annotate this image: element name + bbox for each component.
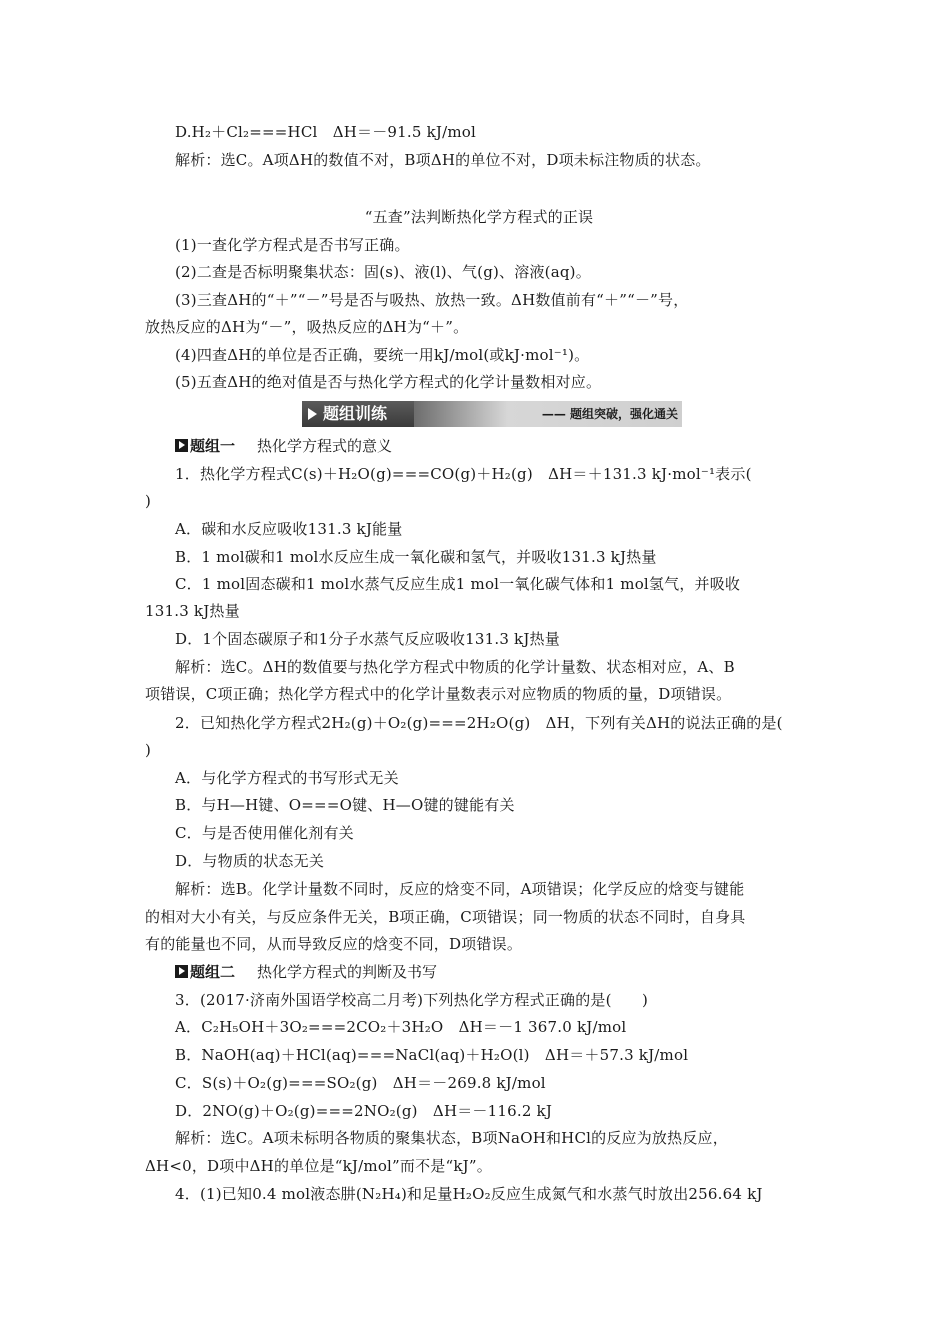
- group-marker-icon: [175, 965, 188, 978]
- banner-subtitle: —— 题组突破，强化通关: [414, 401, 682, 427]
- question-1-option-c: C．1 mol固态碳和1 mol水蒸气反应生成1 mol一氧化碳气体和1 mol氢气，并吸收: [175, 575, 741, 593]
- question-2-stem: 2．已知热化学方程式2H₂(g)＋O₂(g)===2H₂O(g) ΔH，下列有关ΔH的说法正确的是(: [175, 714, 783, 732]
- question-2-analysis-cont-1: 的相对大小有关，与反应条件无关，B项正确，C项错误；同一物质的状态不同时，自身具: [145, 908, 746, 926]
- question-3-option-d: D．2NO(g)＋O₂(g)===2NO₂(g) ΔH＝－116.2 kJ: [175, 1102, 553, 1120]
- question-4-stem: 4．(1)已知0.4 mol液态肼(N₂H₄)和足量H₂O₂反应生成氮气和水蒸气时放出256.64 kJ: [175, 1185, 763, 1203]
- question-1-option-a: A．碳和水反应吸收131.3 kJ能量: [175, 520, 403, 538]
- group1-tag: 题组一: [190, 437, 236, 455]
- banner-title-block: [302, 401, 414, 427]
- check-item-4: (4)四查ΔH的单位是否正确，要统一用kJ/mol(或kJ·mol⁻¹)。: [175, 346, 590, 364]
- question-1-option-c-cont: 131.3 kJ热量: [145, 602, 240, 620]
- question-3-option-c: C．S(s)＋O₂(g)===SO₂(g) ΔH＝－269.8 kJ/mol: [175, 1074, 546, 1092]
- question-2-option-b: B．与H—H键、O===O键、H—O键的键能有关: [175, 796, 515, 814]
- question-2-analysis: 解析：选B。化学计量数不同时，反应的焓变不同，A项错误；化学反应的焓变与键能: [175, 880, 745, 898]
- banner-title: 题组训练: [323, 404, 388, 423]
- group2-heading: [175, 962, 437, 982]
- question-2-option-c: C．与是否使用催化剂有关: [175, 824, 354, 842]
- group1-heading: [175, 436, 392, 456]
- practice-banner: [302, 401, 682, 427]
- question-2-analysis-cont-2: 有的能量也不同，从而导致反应的焓变不同，D项错误。: [145, 935, 523, 953]
- question-3-analysis: 解析：选C。A项未标明各物质的聚集状态，B项NaOH和HCl的反应为放热反应，: [175, 1129, 728, 1147]
- group2-title: 热化学方程式的判断及书写: [257, 963, 438, 981]
- question-2-stem-cont: ): [145, 741, 152, 759]
- section-heading: “五查”法判断热化学方程式的正误: [364, 208, 594, 226]
- group-marker-icon: [175, 439, 188, 452]
- check-item-3: (3)三查ΔH的“＋”“－”号是否与吸热、放热一致。ΔH数值前有“＋”“－”号，: [175, 291, 689, 309]
- question-1-option-d: D．1个固态碳原子和1分子水蒸气反应吸收131.3 kJ热量: [175, 630, 560, 648]
- option-d-line: D.H₂＋Cl₂===HCl ΔH＝－91.5 kJ/mol: [175, 123, 476, 141]
- question-1-analysis-cont: 项错误，C项正确；热化学方程式中的化学计量数表示对应物质的物质的量，D项错误。: [145, 685, 732, 703]
- check-item-2: (2)二查是否标明聚集状态：固(s)、液(l)、气(g)、溶液(aq)。: [175, 263, 591, 281]
- question-3-option-a: A．C₂H₅OH＋3O₂===2CO₂＋3H₂O ΔH＝－1 367.0 kJ/mol: [175, 1018, 627, 1036]
- question-1-option-b: B．1 mol碳和1 mol水反应生成一氧化碳和氢气，并吸收131.3 kJ热量: [175, 548, 657, 566]
- question-1-analysis: 解析：选C。ΔH的数值要与热化学方程式中物质的化学计量数、状态相对应，A、B: [175, 658, 735, 676]
- question-3-option-b: B．NaOH(aq)＋HCl(aq)===NaCl(aq)＋H₂O(l) ΔH＝＋57.3 kJ/mol: [175, 1046, 689, 1064]
- question-3-stem: 3．(2017·济南外国语学校高二月考)下列热化学方程式正确的是( ): [175, 991, 649, 1009]
- check-item-5: (5)五查ΔH的绝对值是否与热化学方程式的化学计量数相对应。: [175, 373, 602, 391]
- question-1-stem-cont: ): [145, 492, 152, 510]
- question-3-analysis-cont: ΔH<0，D项中ΔH的单位是“kJ/mol”而不是“kJ”。: [145, 1157, 492, 1175]
- group1-title: 热化学方程式的意义: [257, 437, 393, 455]
- play-triangle-icon: [308, 408, 317, 420]
- analysis-line: 解析：选C。A项ΔH的数值不对，B项ΔH的单位不对，D项未标注物质的状态。: [175, 151, 711, 169]
- question-2-option-a: A．与化学方程式的书写形式无关: [175, 769, 399, 787]
- question-1-stem: 1．热化学方程式C(s)＋H₂O(g)===CO(g)＋H₂(g) ΔH＝＋131.3 kJ·mol⁻¹表示(: [175, 465, 752, 483]
- question-2-option-d: D．与物质的状态无关: [175, 852, 325, 870]
- check-item-3-cont: 放热反应的ΔH为“－”，吸热反应的ΔH为“＋”。: [145, 318, 469, 336]
- group2-tag: 题组二: [190, 963, 236, 981]
- check-item-1: (1)一查化学方程式是否书写正确。: [175, 236, 410, 254]
